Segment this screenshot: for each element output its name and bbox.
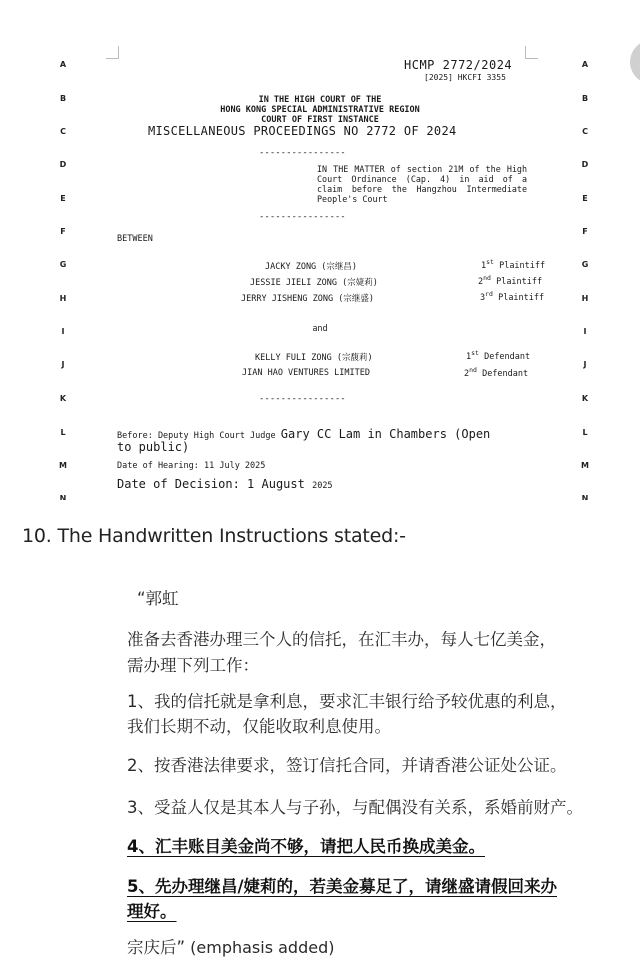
separator-dashes: ---------------- (259, 212, 346, 222)
party-role: 2nd Plaintiff (478, 274, 543, 287)
court-heading-line: COURT OF FIRST INSTANCE (261, 115, 379, 125)
separator-dashes: ---------------- (259, 148, 346, 158)
margin-letter: G (59, 260, 67, 269)
party-role: 2nd Defendant (464, 366, 529, 379)
between-label: BETWEEN (117, 234, 153, 244)
court-heading-line: IN THE HIGH COURT OF THE (258, 95, 382, 105)
margin-letter: L (60, 428, 66, 437)
margin-letter: N (581, 494, 589, 500)
margin-letter: M (581, 461, 589, 470)
margin-letter: L (582, 428, 588, 437)
coram-continuation: to public) (117, 440, 190, 454)
matter-paragraph: IN THE MATTER of section 21M of the High Court Ordinance (Cap. 4) in aid of a claim before the Hangzhou Intermediate People's Court (317, 164, 527, 204)
margin-letter: I (583, 327, 587, 336)
margin-letter: J (61, 360, 65, 369)
margin-letter: H (59, 294, 67, 303)
margin-letter: K (59, 394, 67, 403)
and-label: and (312, 324, 328, 334)
margin-letter: A (581, 60, 589, 69)
margin-letter: N (59, 494, 67, 500)
court-heading-line: HONG KONG SPECIAL ADMINISTRATIVE REGION (220, 105, 420, 115)
case-number: HCMP 2772/2024 (404, 58, 513, 72)
party-role: 3rd Plaintiff (480, 290, 545, 303)
margin-letter: D (59, 160, 67, 169)
quote-line: 需办理下列工作： (127, 656, 259, 675)
quote-line: 准备去香港办理三个人的信托，在汇丰办，每人七亿美金， (127, 630, 556, 649)
party-name: JACKY ZONG (宗继昌) (265, 262, 358, 272)
party-name: JERRY JISHENG ZONG (宗继盛) (241, 294, 374, 304)
emphasized-quote-line: 5、先办理继昌/婕莉的，若美金募足了，请继盛请假回来办 (127, 877, 558, 896)
margin-letter: B (59, 94, 67, 103)
margin-letter: E (60, 194, 66, 203)
scroll-handle[interactable] (630, 40, 640, 84)
crop-mark (525, 46, 538, 59)
neutral-citation: [2025] HKCFI 3355 (424, 73, 506, 82)
quote-line: “郭虹 (137, 589, 179, 608)
emphasized-quote-line: 理好。 (127, 902, 177, 921)
party-name: KELLY FULI ZONG (宗馥莉) (255, 353, 373, 363)
margin-letter: J (583, 360, 587, 369)
quote-line: 1、我的信托就是拿利息，要求汇丰银行给予较优惠的利息， (127, 692, 567, 711)
party-name: JIAN HAO VENTURES LIMITED (242, 368, 370, 378)
crop-mark (106, 46, 119, 59)
quote-line: 2、按香港法律要求，签订信托合同，并请香港公证处公证。 (127, 756, 567, 775)
quote-line: 3、受益人仅是其本人与子孙，与配偶没有关系，系婚前财产。 (127, 798, 583, 817)
margin-letter: E (582, 194, 588, 203)
margin-letter: C (582, 127, 588, 136)
margin-letter: C (60, 127, 66, 136)
decision-date: Date of Decision: 1 August 2025 (117, 477, 333, 491)
coram-line: Before: Deputy High Court Judge Gary CC Lam in Chambers (Open (117, 427, 491, 441)
margin-letter: F (60, 227, 66, 236)
margin-letter: M (59, 461, 67, 470)
emphasized-quote-line: 4、汇丰账目美金尚不够，请把人民币换成美金。 (127, 837, 485, 856)
hearing-date: Date of Hearing: 11 July 2025 (117, 461, 266, 471)
margin-letter: D (581, 160, 589, 169)
paragraph-heading: 10. The Handwritten Instructions stated:- (22, 525, 406, 547)
margin-letter: G (581, 260, 589, 269)
separator-dashes: ---------------- (259, 394, 346, 404)
party-role: 1st Plaintiff (481, 258, 546, 271)
party-name: JESSIE JIELI ZONG (宗婕莉) (250, 278, 378, 288)
margin-letter: F (582, 227, 588, 236)
quote-signature: 宗庆后” (emphasis added) (127, 938, 335, 957)
party-role: 1st Defendant (466, 349, 531, 362)
margin-letter: I (61, 327, 65, 336)
margin-letter: K (581, 394, 589, 403)
proceedings-title: MISCELLANEOUS PROCEEDINGS NO 2772 OF 2024 (148, 124, 457, 138)
margin-letter: H (581, 294, 589, 303)
margin-letter: B (581, 94, 589, 103)
quote-line: 我们长期不动，仅能收取利息使用。 (127, 717, 391, 736)
margin-letter: A (59, 60, 67, 69)
